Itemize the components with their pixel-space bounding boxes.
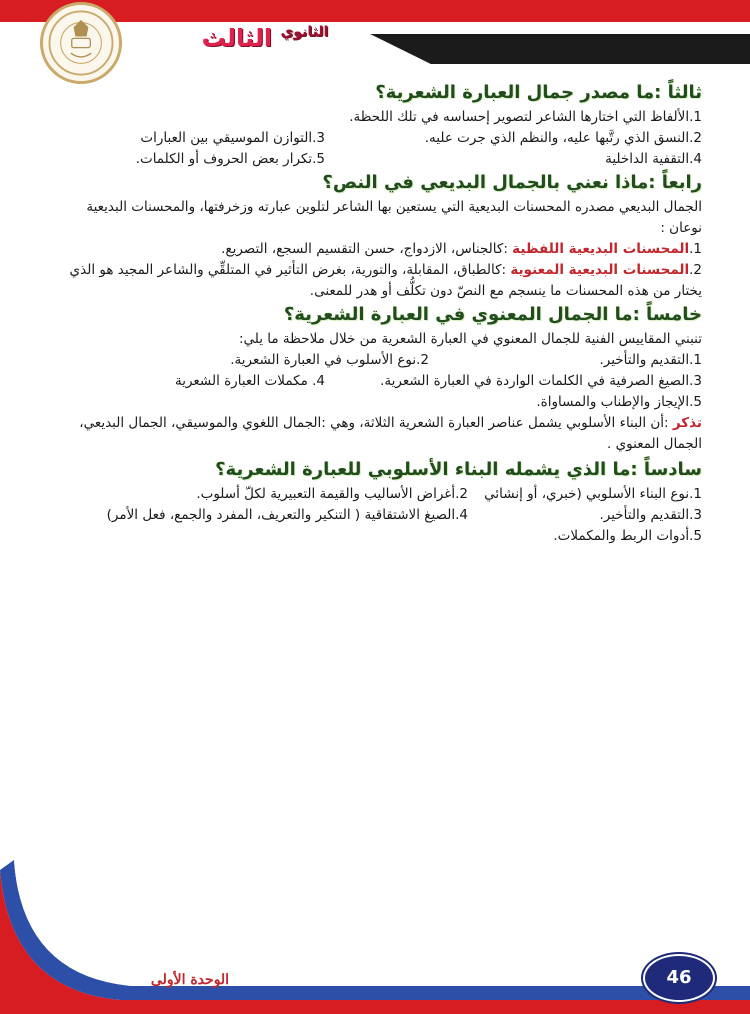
list-item: 3.التقديم والتأخير. — [599, 507, 702, 523]
list-item: 4.الصيغ الاشتقاقية ( التنكير والتعريف، المفرد والجمع، فعل الأمر) — [106, 507, 468, 523]
item-text: :كالطباق، المقابلة، والتورية، بغرض التأثير في المتلقِّي والشاعر المجيد هو الذي يختار من هذه المحسنات ما ينسجم مع النصّ دون تكلُّف أو هدر للمعنى. — [69, 262, 702, 299]
list-row — [52, 128, 702, 149]
list-item: 2.أغراض الأساليب والقيمة التعبيرية لكلّ أسلوب. — [196, 486, 468, 502]
section-heading: رابعاً :ماذا نعني بالجمال البديعي في النص؟ — [322, 172, 702, 193]
list-item: 4. مكملات العبارة الشعرية — [174, 373, 325, 389]
ministry-logo — [40, 2, 122, 84]
list-row — [52, 371, 702, 392]
list-item: 1.نوع البناء الأسلوبي (خبري، أو إنشائي — [484, 486, 702, 502]
header-black-band — [370, 34, 750, 64]
page-number-badge: 46 — [645, 956, 713, 1000]
section-intro: الجمال البديعي مصدره المحسنات البديعية التي يستعين بها الشاعر لتلوين عبارته وزخرفتها، والمحسنات البديعية نوعان : — [86, 199, 702, 236]
list-row — [52, 505, 702, 526]
reminder-note — [52, 413, 702, 455]
footer-decoration — [0, 850, 750, 1014]
list-item — [52, 239, 702, 260]
list-item: 1.التقديم والتأخير. — [599, 352, 702, 368]
unit-label: الوحدة الأولى — [150, 972, 230, 988]
list-item: 5.الإيجاز والإطناب والمساواة. — [536, 394, 702, 410]
section-heading: سادساً :ما الذي يشمله البناء الأسلوبي للعبارة الشعرية؟ — [215, 459, 702, 480]
item-number: 1. — [689, 241, 702, 257]
section-heading: ثالثاً :ما مصدر جمال العبارة الشعرية؟ — [375, 82, 702, 103]
list-row — [52, 350, 702, 371]
note-label: تذكر — [672, 415, 702, 431]
grade-title — [200, 24, 330, 64]
list-item — [52, 260, 702, 302]
list-item: 2.النسق الذي رتَّبها عليه، والنظم الذي جرت عليه. — [424, 130, 702, 146]
list-item: 5.أدوات الربط والمكملات. — [553, 528, 702, 544]
list-row — [52, 484, 702, 505]
grade-sub: الثانوي — [280, 24, 329, 40]
grade-main: الثالث — [201, 24, 273, 52]
section-fifth — [52, 304, 702, 455]
list-item: 1.الألفاظ التي اختارها الشاعر لتصوير إحساسه في تلك اللحظة. — [349, 109, 702, 125]
list-row — [52, 107, 702, 128]
list-item: 5.تكرار بعض الحروف أو الكلمات. — [135, 151, 325, 167]
list-row — [52, 526, 702, 547]
ministry-seal-icon — [43, 5, 119, 81]
list-item: 3.التوازن الموسيقي بين العبارات — [140, 130, 325, 146]
item-text: :كالجناس، الازدواج، حسن التقسيم السجع، التصريع. — [221, 241, 513, 257]
item-label: المحسنات البديعية اللفظية — [512, 241, 690, 257]
section-sixth — [52, 459, 702, 547]
list-item: 3.الصيغ الصرفية في الكلمات الواردة في العبارة الشعرية. — [380, 373, 702, 389]
section-fourth — [52, 172, 702, 302]
list-row — [52, 392, 702, 413]
page-content — [52, 80, 702, 547]
note-text: :أن البناء الأسلوبي يشمل عناصر العبارة الشعرية الثلاثة، وهي :الجمال اللغوي والموسيقي، الجمال البديعي، الجمال المعنوي . — [79, 415, 702, 452]
item-number: 2. — [689, 262, 702, 278]
section-third — [52, 82, 702, 170]
list-row — [52, 149, 702, 170]
section-intro: تنبني المقاييس الفنية للجمال المعنوي في العبارة الشعرية من خلال ملاحظة ما يلي: — [238, 331, 702, 347]
list-item: 4.التقفية الداخلية — [605, 151, 702, 167]
list-item: 2.نوع الأسلوب في العبارة الشعرية. — [230, 352, 429, 368]
item-label: المحسنات البديعية المعنوية — [510, 262, 690, 278]
section-heading: خامساً :ما الجمال المعنوي في العبارة الشعرية؟ — [283, 304, 702, 325]
